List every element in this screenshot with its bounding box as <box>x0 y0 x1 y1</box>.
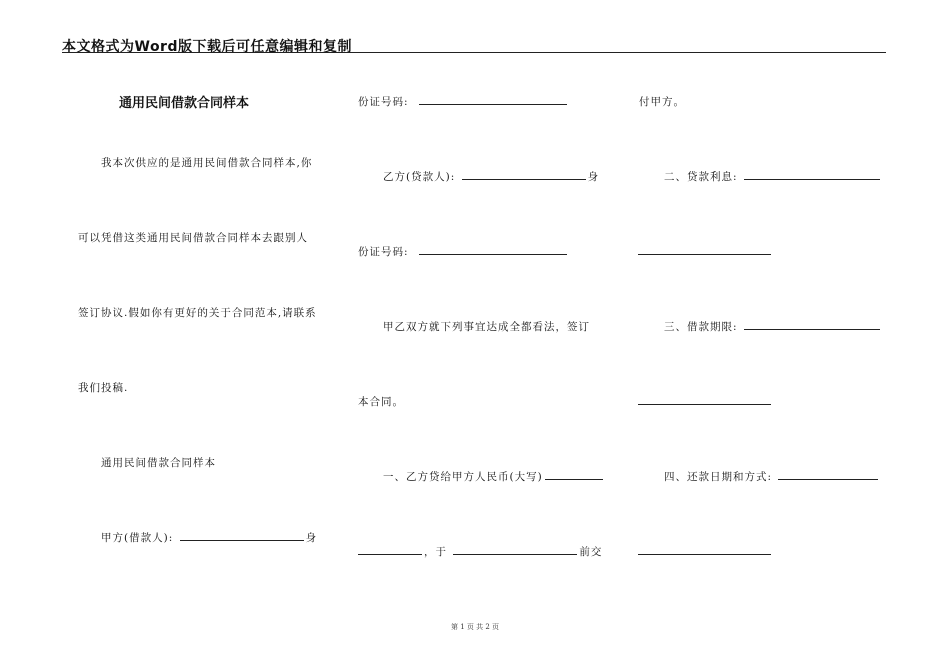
document-title: 通用民间借款合同样本 <box>119 96 250 111</box>
party-a-line <box>101 530 317 545</box>
interest-blank <box>744 169 880 180</box>
id-number-line-1 <box>358 94 569 109</box>
party-b-label: 乙方(贷款人): <box>383 171 456 183</box>
clause-4-label: 四、还款日期和方式: <box>664 471 773 483</box>
id-number-blank <box>419 94 567 105</box>
id-label: 份证号码: <box>358 246 409 258</box>
amount-blank-2 <box>358 544 422 555</box>
clause-1-end: 前交 <box>579 546 603 558</box>
clause-2-label: 二、贷款利息: <box>664 171 738 183</box>
party-b-name-blank <box>462 169 586 180</box>
clause-3-label: 三、借款期限: <box>664 321 738 333</box>
clause-2-line <box>664 169 882 184</box>
pay-party-a: 付甲方。 <box>639 96 685 108</box>
clause-3-line <box>664 319 882 334</box>
contract-subtitle: 通用民间借款合同样本 <box>101 457 216 469</box>
clause-1-continuation <box>358 544 602 559</box>
term-blank <box>744 319 880 330</box>
date-blank <box>453 544 577 555</box>
intro-line-2: 可以凭借这类通用民间借款合同样本去跟别人 <box>78 232 308 244</box>
id-number-blank <box>419 244 567 255</box>
party-a-suffix: 身 <box>305 532 318 544</box>
term-continuation-blank <box>638 404 771 405</box>
clause-1-mid: ，于 <box>424 546 447 558</box>
amount-blank <box>545 469 603 480</box>
intro-line-4: 我们投稿. <box>78 382 129 394</box>
page-number: 第 1 页 共 2 页 <box>450 623 500 631</box>
id-number-line-2 <box>358 244 569 259</box>
agreement-line-2: 本合同。 <box>358 396 404 408</box>
intro-line-1: 我本次供应的是通用民间借款合同样本,你 <box>101 157 313 169</box>
interest-continuation-blank <box>638 254 771 255</box>
clause-1-line <box>383 469 605 484</box>
party-a-name-blank <box>180 530 304 541</box>
agreement-line-1: 甲乙双方就下列事宜达成全都看法，签订 <box>383 321 590 333</box>
id-label: 份证号码: <box>358 96 409 108</box>
repayment-continuation-blank <box>638 554 771 555</box>
party-b-line <box>383 169 599 184</box>
repayment-blank <box>778 469 878 480</box>
header-rule <box>62 52 886 53</box>
clause-1-text: 一、乙方贷给甲方人民币(大写) <box>383 471 543 483</box>
document-header: 本文格式为Word版下载后可任意编辑和复制 <box>62 39 352 55</box>
clause-4-line <box>664 469 880 484</box>
party-a-label: 甲方(借款人): <box>101 532 174 544</box>
party-b-suffix: 身 <box>587 171 600 183</box>
intro-line-3: 签订协议.假如你有更好的关于合同范本,请联系 <box>78 307 317 319</box>
